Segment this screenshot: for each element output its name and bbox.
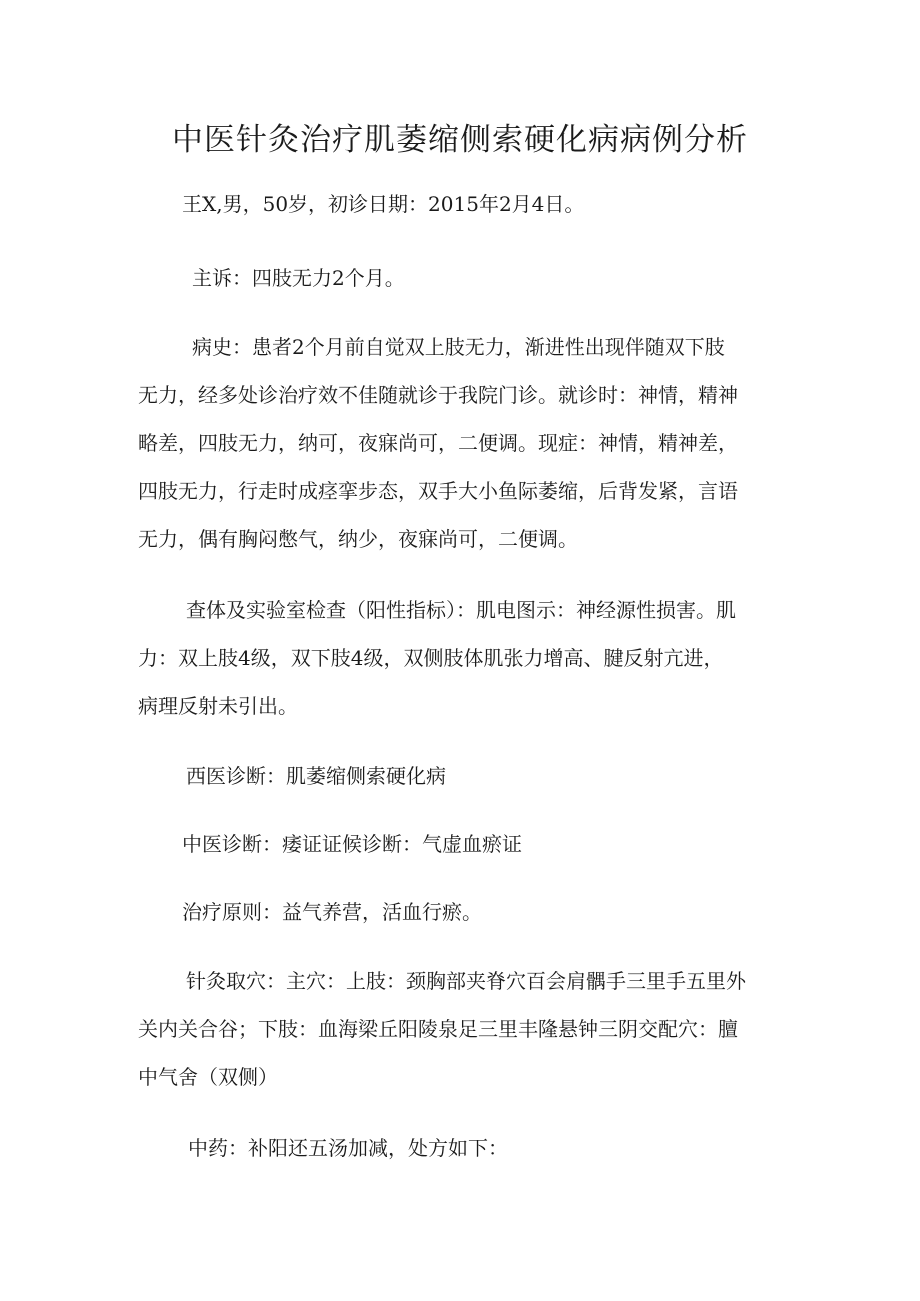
exam-line: 力：双上肢4级，双下肢4级，双侧肢体肌张力增高、腱反射亢进， xyxy=(138,646,724,670)
western-diagnosis: 西医诊断：肌萎缩侧索硬化病 xyxy=(186,764,446,788)
acupuncture-line: 关内关合谷；下肢：血海梁丘阳陵泉足三里丰隆悬钟三阴交配穴：膻 xyxy=(138,1017,738,1041)
exam-line: 查体及实验室检查（阳性指标）：肌电图示：神经源性损害。肌 xyxy=(186,598,736,622)
document-title: 中医针灸治疗肌萎缩侧索硬化病病例分析 xyxy=(172,122,748,158)
history-line: 病史：患者2个月前自觉双上肢无力，渐进性出现伴随双下肢 xyxy=(192,335,725,359)
tcm-diagnosis: 中医诊断：痿证证候诊断：气虚血瘀证 xyxy=(182,832,522,856)
acupuncture-line: 针灸取穴：主穴：上肢：颈胸部夹脊穴百会肩髃手三里手五里外 xyxy=(186,969,746,993)
herbal-medicine: 中药：补阳还五汤加减，处方如下： xyxy=(188,1136,508,1160)
history-line: 无力，偶有胸闷憋气，纳少，夜寐尚可，二便调。 xyxy=(138,527,578,551)
history-line: 略差，四肢无力，纳可，夜寐尚可，二便调。现症：神情，精神差， xyxy=(138,431,738,455)
history-line: 四肢无力，行走时成痉挛步态，双手大小鱼际萎缩，后背发紧，言语 xyxy=(138,479,738,503)
patient-info: 王X,男，50岁，初诊日期：2015年2月4日。 xyxy=(182,192,585,216)
history-line: 无力，经多处诊治疗效不佳随就诊于我院门诊。就诊时：神情，精神 xyxy=(138,383,738,407)
exam-line: 病理反射未引出。 xyxy=(138,694,298,718)
acupuncture-line: 中气舍（双侧） xyxy=(138,1065,278,1089)
chief-complaint: 主诉：四肢无力2个月。 xyxy=(192,266,405,290)
treatment-principle: 治疗原则：益气养营，活血行瘀。 xyxy=(182,900,482,924)
